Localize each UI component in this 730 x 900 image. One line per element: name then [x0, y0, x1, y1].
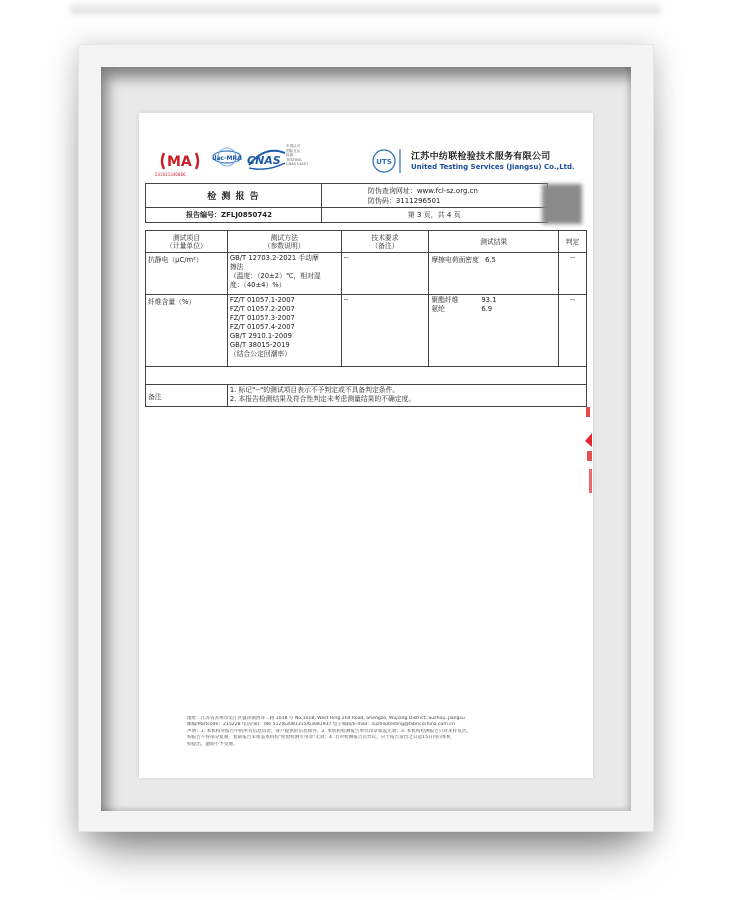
result-line — [431, 305, 556, 314]
header-method — [227, 231, 341, 253]
cma-number: 231011340866 — [155, 172, 186, 177]
note-line: 2. 本报告检测结果及符合性判定未考虑测量结果的不确定度。 — [229, 395, 416, 403]
row-verdict: -- — [559, 253, 587, 295]
company-name-cn: 江苏中纺联检验技术服务有限公司 — [411, 152, 551, 162]
header-result: 测试结果 — [429, 231, 559, 253]
row-method — [227, 295, 341, 367]
header-subtext: （计量单位） — [166, 241, 207, 250]
method-line: GB/T 12703.2-2021 手动摩 — [229, 254, 319, 262]
method-line: FZ/T 01057.3-2007 — [229, 314, 295, 322]
header-text: 测试项目 — [172, 233, 200, 242]
row-method — [227, 253, 341, 295]
cnas-caption-line: CNAS L3457 — [286, 162, 309, 167]
report-title: 检 测 报 告 — [146, 184, 322, 208]
header-requirement — [341, 231, 429, 253]
notes-label: 备注 — [146, 385, 228, 407]
footer-line: 构报告不得部分复制，复制报告未加盖本机构"检验检测专用章"无效；4. 若对检测报告有异议，应于报告发出之日起15日内向本机 — [187, 735, 451, 741]
header-verdict: 判定 — [559, 231, 587, 253]
cnas-text: CNAS — [247, 154, 281, 167]
cma-text: MA — [167, 154, 192, 170]
method-line: FZ/T 01057.4-2007 — [229, 323, 295, 331]
cnas-caption-line: 中国认可 — [286, 144, 301, 148]
table-row — [146, 295, 587, 367]
ilac-text: ilac-MRA — [212, 155, 242, 162]
footer-line: 邮编/Postcode：215228 电话/Tel：(86 512)63081315/63081937 电子邮箱/E-mail：suzhoutesting@fabricschina.com.cn — [187, 722, 455, 728]
header-text: 测试方法 — [270, 233, 298, 242]
row-result — [429, 253, 559, 295]
result-value: 93.1 — [481, 296, 497, 304]
method-line: FZ/T 01057.1-2007 — [229, 296, 295, 304]
cnas-caption-line: TESTING — [286, 157, 302, 162]
verify-site-label: 防伪查询网址： — [367, 186, 417, 195]
method-line: FZ/T 01057.2-2007 — [229, 305, 295, 313]
row-item: 抗静电（μC/m²） — [146, 253, 228, 295]
report-number: ZFLJ0850742 — [221, 211, 273, 219]
cnas-caption — [286, 144, 316, 167]
table-empty-row — [146, 367, 587, 385]
uts-logo-icon — [372, 147, 406, 175]
row-result — [429, 295, 559, 367]
redacted-qr-code — [542, 184, 582, 224]
ilac-mra-logo-icon — [211, 147, 243, 173]
footer-line: 构提出，逾期不予受理。 — [187, 741, 238, 747]
method-line: GB/T 2910.1-2009 — [229, 332, 292, 340]
method-line: 擦法 — [229, 263, 244, 271]
verify-site: www.fcl-sz.org.cn — [416, 186, 478, 195]
row-item: 纤维含量（%） — [146, 295, 228, 367]
results-table — [145, 230, 587, 407]
cnas-logo-icon — [245, 143, 287, 173]
note-line: 1. 标记"--"的测试项目表示不予判定或不具备判定条件。 — [229, 386, 400, 394]
result-value: 6.9 — [481, 305, 493, 313]
table-row — [146, 253, 587, 295]
result-value: 6.5 — [485, 256, 496, 264]
result-label: 聚酯纤维 — [431, 296, 459, 304]
header-item — [146, 231, 228, 253]
row-requirement: -- — [341, 253, 429, 295]
header-subtext: （参数说明） — [263, 241, 305, 250]
report-number-label: 报告编号： — [186, 211, 221, 219]
footer-line: 声明：1. 本机构对报告中的所有信息负责，客户提供的信息除外。2. 本机构检测报告单位印章加盖无效；3. 本机构检测报告只对来样负责。 — [187, 728, 471, 734]
cma-logo-icon — [158, 149, 202, 173]
empty-cell — [146, 367, 587, 385]
top-shadow — [70, 0, 660, 14]
row-verdict: -- — [559, 295, 587, 367]
method-line: 度：（40±4）%） — [229, 281, 286, 289]
method-line: GB/T 38015-2019 — [229, 341, 290, 349]
cnas-caption-line: 国际互认 — [286, 148, 301, 153]
anti-fake-code: 3111296501 — [395, 196, 441, 205]
method-line: （结合公定回潮率） — [229, 350, 291, 358]
row-requirement: -- — [341, 295, 429, 367]
report-page — [139, 113, 593, 778]
uts-text: UTS — [376, 158, 392, 166]
anti-fake-label: 防伪码： — [367, 196, 396, 205]
notes-row — [146, 385, 587, 407]
verify-info — [321, 184, 547, 208]
method-line: （温度：（20±2）℃，相对湿 — [229, 272, 321, 280]
table-header-row — [146, 231, 587, 253]
notes-content — [227, 385, 586, 407]
header-subtext: （备注） — [371, 241, 399, 250]
result-label: 氨纶 — [431, 305, 445, 313]
page-info: 第 3 页，共 4 页 — [321, 208, 547, 223]
cnas-caption-line: 检测 — [286, 153, 294, 158]
footer-line: 地址：江苏省苏州市吴江区盛泽镇西环二路 1018 号 No.1018, West Ring 2nd Road, Shengze, Wujiang District, Suzhou, Jiangsu — [187, 716, 465, 721]
company-name-en: United Testing Services (Jiangsu) Co.,Ltd. — [411, 163, 575, 171]
header-text: 技术要求 — [371, 233, 399, 242]
report-number-cell — [146, 208, 322, 223]
report-header-table — [145, 183, 587, 223]
result-line — [431, 296, 556, 305]
footer — [187, 716, 547, 748]
red-seal-icon — [581, 403, 593, 495]
result-label: 摩擦电荷面密度 — [431, 256, 479, 264]
